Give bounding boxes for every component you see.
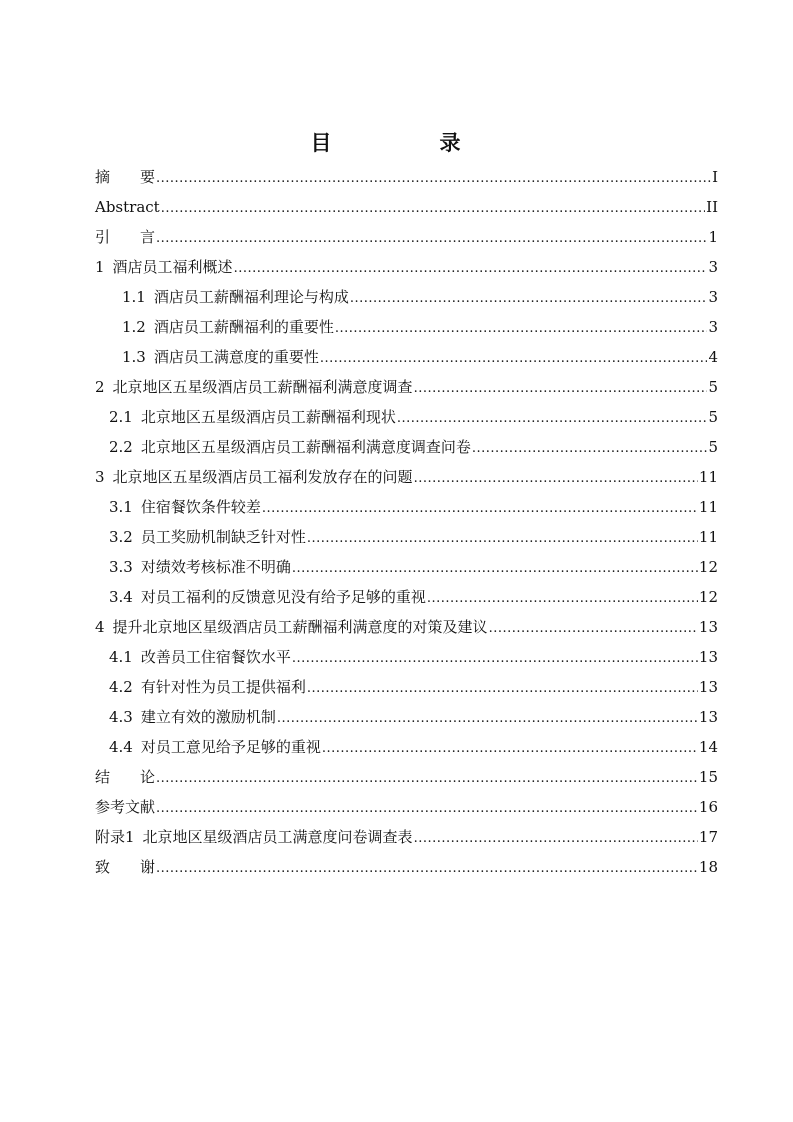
toc-entry-page: 13 [698, 678, 718, 696]
toc-entry-number: 2.1 [109, 408, 133, 426]
toc-entry-page: 1 [708, 228, 718, 246]
toc-entry-title: 酒店员工薪酬福利的重要性 [153, 318, 334, 336]
toc-entry-number: 3.3 [109, 558, 133, 576]
toc-entry[interactable] [95, 432, 718, 462]
toc-leader-dots [414, 374, 708, 404]
toc-entry-page: 18 [698, 858, 718, 876]
toc-leader-dots [427, 584, 698, 614]
toc-entry[interactable] [95, 762, 718, 792]
toc-entry-number: 2 [95, 378, 105, 396]
toc-leader-dots [156, 164, 711, 194]
toc-entry-title: 员工奖励机制缺乏针对性 [140, 528, 306, 546]
toc-entry-page: 13 [698, 618, 718, 636]
toc-leader-dots [397, 404, 708, 434]
toc-entry[interactable] [95, 342, 718, 372]
toc-entry-number: 3 [95, 468, 105, 486]
toc-entry-title: 致 谢 [95, 858, 156, 876]
toc-entry-number: 4.2 [109, 678, 133, 696]
toc-entry-number: 2.2 [109, 438, 133, 456]
toc-entry-page: 12 [698, 558, 718, 576]
toc-entry-title: 酒店员工满意度的重要性 [153, 348, 319, 366]
toc-entry-page: 11 [698, 498, 718, 516]
toc-entry-page: II [706, 198, 718, 216]
toc-entry-number: 4 [95, 618, 105, 636]
toc-entry-title: 北京地区五星级酒店员工薪酬福利满意度调查问卷 [140, 438, 471, 456]
toc-entry-page: 12 [698, 588, 718, 606]
toc-entry-title: 对员工福利的反馈意见没有给予足够的重视 [140, 588, 426, 606]
toc-entry-page: 5 [708, 408, 718, 426]
toc-entry-number: 4.3 [109, 708, 133, 726]
toc-entry-title: 北京地区星级酒店员工满意度问卷调查表 [142, 828, 413, 846]
toc-leader-dots [292, 554, 698, 584]
toc-entry-number: 1.2 [122, 318, 146, 336]
table-of-contents [95, 162, 718, 882]
toc-leader-dots [156, 794, 698, 824]
toc-entry-title: 住宿餐饮条件较差 [140, 498, 261, 516]
toc-leader-dots [307, 674, 698, 704]
toc-leader-dots [414, 464, 698, 494]
toc-entry-title: 有针对性为员工提供福利 [140, 678, 306, 696]
toc-entry-page: 13 [698, 708, 718, 726]
toc-entry-title: 建立有效的激励机制 [140, 708, 276, 726]
toc-entry-page: 14 [698, 738, 718, 756]
toc-entry[interactable] [95, 402, 718, 432]
toc-entry-page: 16 [698, 798, 718, 816]
toc-entry[interactable] [95, 822, 718, 852]
toc-entry[interactable] [95, 312, 718, 342]
toc-entry-page: 15 [698, 768, 718, 786]
toc-entry[interactable] [95, 222, 718, 252]
toc-leader-dots [489, 614, 698, 644]
toc-entry-page: 13 [698, 648, 718, 666]
toc-entry-title: 对绩效考核标准不明确 [140, 558, 291, 576]
toc-entry-page: I [712, 168, 718, 186]
toc-entry[interactable] [95, 282, 718, 312]
toc-entry-number: 4.1 [109, 648, 133, 666]
toc-leader-dots [156, 224, 707, 254]
toc-entry-title: 酒店员工薪酬福利理论与构成 [153, 288, 349, 306]
toc-leader-dots [350, 284, 708, 314]
toc-entry[interactable] [95, 372, 718, 402]
toc-entry-page: 5 [708, 378, 718, 396]
toc-entry-title: 引 言 [95, 228, 156, 246]
toc-entry-page: 3 [708, 288, 718, 306]
toc-leader-dots [234, 254, 708, 284]
toc-entry-page: 3 [708, 258, 718, 276]
toc-leader-dots [322, 734, 698, 764]
toc-entry-title: 北京地区五星级酒店员工福利发放存在的问题 [112, 468, 413, 486]
toc-entry[interactable] [95, 852, 718, 882]
toc-entry[interactable] [95, 522, 718, 552]
toc-entry-number: 3.1 [109, 498, 133, 516]
toc-leader-dots [414, 824, 698, 854]
toc-leader-dots [472, 434, 708, 464]
toc-entry[interactable] [95, 792, 718, 822]
toc-leader-dots [277, 704, 698, 734]
toc-entry-number: 1 [95, 258, 105, 276]
toc-leader-dots [292, 644, 698, 674]
toc-entry[interactable] [95, 672, 718, 702]
toc-entry-title: Abstract [95, 198, 160, 216]
toc-leader-dots [307, 524, 698, 554]
toc-entry[interactable] [95, 162, 718, 192]
toc-leader-dots [262, 494, 698, 524]
toc-leader-dots [161, 194, 705, 224]
toc-entry[interactable] [95, 492, 718, 522]
toc-entry-page: 11 [698, 528, 718, 546]
toc-entry-title: 结 论 [95, 768, 156, 786]
toc-entry-number: 1.1 [122, 288, 146, 306]
toc-entry-page: 4 [708, 348, 718, 366]
toc-entry[interactable] [95, 702, 718, 732]
toc-entry[interactable] [95, 462, 718, 492]
toc-entry-number: 3.4 [109, 588, 133, 606]
toc-entry-page: 11 [698, 468, 718, 486]
toc-entry-title: 提升北京地区星级酒店员工薪酬福利满意度的对策及建议 [112, 618, 488, 636]
toc-entry[interactable] [95, 552, 718, 582]
toc-entry[interactable] [95, 582, 718, 612]
toc-entry[interactable] [95, 732, 718, 762]
toc-leader-dots [335, 314, 708, 344]
toc-entry-title: 参考文献 [95, 798, 156, 816]
toc-entry-number: 3.2 [109, 528, 133, 546]
toc-entry-page: 3 [708, 318, 718, 336]
toc-entry[interactable] [95, 612, 718, 642]
toc-entry-title: 摘 要 [95, 168, 156, 186]
toc-entry[interactable] [95, 642, 718, 672]
toc-leader-dots [156, 854, 698, 884]
toc-leader-dots [156, 764, 698, 794]
toc-entry-number: 1.3 [122, 348, 146, 366]
toc-entry[interactable] [95, 192, 718, 222]
toc-entry-title: 改善员工住宿餐饮水平 [140, 648, 291, 666]
toc-entry-title: 酒店员工福利概述 [112, 258, 233, 276]
toc-entry-title: 北京地区五星级酒店员工薪酬福利满意度调查 [112, 378, 413, 396]
toc-entry-number: 附录1 [95, 828, 135, 846]
toc-entry-page: 5 [708, 438, 718, 456]
toc-entry-title: 对员工意见给予足够的重视 [140, 738, 321, 756]
toc-entry-number: 4.4 [109, 738, 133, 756]
toc-entry[interactable] [95, 252, 718, 282]
toc-entry-page: 17 [698, 828, 718, 846]
toc-title: 目 录 [310, 130, 483, 155]
toc-leader-dots [320, 344, 708, 374]
toc-entry-title: 北京地区五星级酒店员工薪酬福利现状 [140, 408, 396, 426]
